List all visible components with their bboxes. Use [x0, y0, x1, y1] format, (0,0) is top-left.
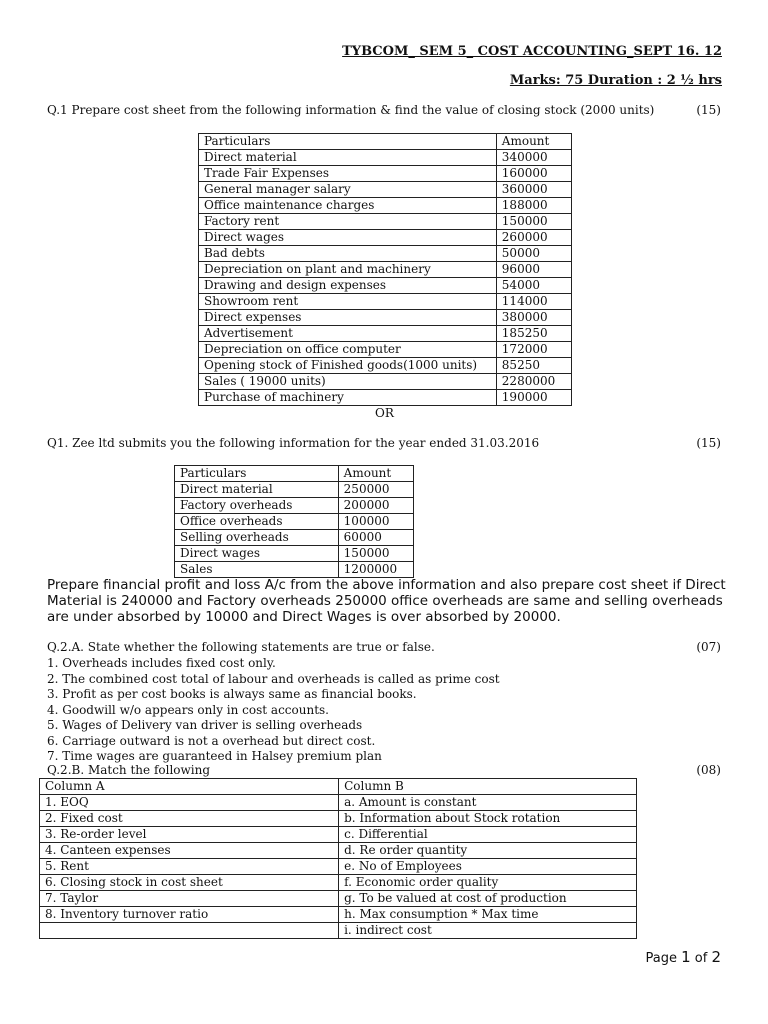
list-item: 2. The combined cost total of labour and overheads is called as prime cost [47, 671, 500, 686]
table-row [199, 246, 572, 262]
table-cell: 380000 [496, 310, 571, 326]
table-row [175, 530, 414, 546]
table-cell: 85250 [496, 358, 571, 374]
page-indicator [645, 948, 721, 966]
table-row [175, 546, 414, 562]
table-cell: 260000 [496, 230, 571, 246]
table-cell: i. indirect cost [339, 923, 637, 939]
table-cell: Particulars [175, 466, 339, 482]
table-row [40, 795, 637, 811]
list-item: 1. Overheads includes fixed cost only. [47, 656, 276, 670]
table-cell: 360000 [496, 182, 571, 198]
table-row [199, 358, 572, 374]
table-cell: Opening stock of Finished goods(1000 units) [199, 358, 497, 374]
table-cell: 6. Closing stock in cost sheet [40, 875, 339, 891]
table-row [199, 262, 572, 278]
list-item: 5. Wages of Delivery van driver is selling overheads [47, 718, 363, 732]
table-row [175, 514, 414, 530]
q1b-question: Q1. Zee ltd submits you the following information for the year ended 31.03.2016 [47, 436, 540, 450]
table-row [199, 310, 572, 326]
table-row [199, 198, 572, 214]
table-cell: Sales [175, 562, 339, 578]
table-cell: Direct wages [199, 230, 497, 246]
table-cell: Particulars [199, 134, 497, 150]
page-word: Page [645, 951, 677, 966]
table-cell: 54000 [496, 278, 571, 294]
table-row [175, 562, 414, 578]
table-cell: 1200000 [338, 562, 413, 578]
table-row [40, 843, 637, 859]
q1a-marks: (15) [696, 103, 721, 117]
list-item: 7. Time wages are guaranteed in Halsey premium plan [47, 749, 382, 763]
table-cell: 160000 [496, 166, 571, 182]
table-cell: Direct wages [175, 546, 339, 562]
table-row [40, 923, 637, 939]
table-cell: Direct expenses [199, 310, 497, 326]
table-row [199, 278, 572, 294]
table-cell: 150000 [496, 214, 571, 230]
table-cell: Depreciation on office computer [199, 342, 497, 358]
table-cell: 4. Canteen expenses [40, 843, 339, 859]
q2a-marks: (07) [696, 640, 721, 654]
table-header-row [40, 779, 637, 795]
table-cell: h. Max consumption * Max time [339, 907, 637, 923]
list-item: 4. Goodwill w/o appears only in cost accounts. [47, 702, 329, 717]
table-cell: 2. Fixed cost [40, 811, 339, 827]
q2a-statement-list [47, 656, 500, 765]
table-cell: Bad debts [199, 246, 497, 262]
table-row [199, 150, 572, 166]
table-cell: 8. Inventory turnover ratio [40, 907, 339, 923]
table-cell: Column A [40, 779, 339, 795]
table-cell: Direct material [175, 482, 339, 498]
table-cell: 172000 [496, 342, 571, 358]
table-cell: e. No of Employees [339, 859, 637, 875]
table-row [199, 342, 572, 358]
table-row [199, 294, 572, 310]
table-row [199, 374, 572, 390]
table-cell: Column B [339, 779, 637, 795]
table-cell: Showroom rent [199, 294, 497, 310]
table-cell: 200000 [338, 498, 413, 514]
table-cell: Depreciation on plant and machinery [199, 262, 497, 278]
table-cell: b. Information about Stock rotation [339, 811, 637, 827]
table-cell: 340000 [496, 150, 571, 166]
page-number: 1 [681, 948, 691, 966]
q2b-match-table [39, 778, 637, 939]
table-header-row [175, 466, 414, 482]
or-separator: OR [375, 406, 394, 420]
table-row [175, 498, 414, 514]
table-cell: 190000 [496, 390, 571, 406]
table-row [175, 482, 414, 498]
table-cell: a. Amount is constant [339, 795, 637, 811]
table-header-row [199, 134, 572, 150]
table-cell: 1. EOQ [40, 795, 339, 811]
table-row [40, 827, 637, 843]
table-cell: Sales ( 19000 units) [199, 374, 497, 390]
table-row [199, 230, 572, 246]
table-cell: 96000 [496, 262, 571, 278]
table-row [199, 214, 572, 230]
table-cell: d. Re order quantity [339, 843, 637, 859]
table-cell: g. To be valued at cost of production [339, 891, 637, 907]
table-cell: 3. Re-order level [40, 827, 339, 843]
table-row [40, 907, 637, 923]
q2b-marks: (08) [696, 763, 721, 777]
exam-title: TYBCOM_ SEM 5_ COST ACCOUNTING_SEPT 16. 12 [342, 44, 722, 59]
table-cell: 188000 [496, 198, 571, 214]
table-cell: 250000 [338, 482, 413, 498]
marks-duration: Marks: 75 Duration : 2 ½ hrs [509, 73, 722, 88]
table-row [40, 875, 637, 891]
table-cell: Office maintenance charges [199, 198, 497, 214]
table-cell: Drawing and design expenses [199, 278, 497, 294]
table-cell: 50000 [496, 246, 571, 262]
table-cell: Purchase of machinery [199, 390, 497, 406]
table-cell: Amount [496, 134, 571, 150]
table-cell: Selling overheads [175, 530, 339, 546]
table-cell: 150000 [338, 546, 413, 562]
table-cell [40, 923, 339, 939]
table-row [40, 891, 637, 907]
table-cell: 5. Rent [40, 859, 339, 875]
table-cell: General manager salary [199, 182, 497, 198]
table-cell: Trade Fair Expenses [199, 166, 497, 182]
q1a-question: Q.1 Prepare cost sheet from the following information & find the value of closing stock (2000 units) [47, 103, 655, 117]
table-cell: 185250 [496, 326, 571, 342]
list-item: 3. Profit as per cost books is always same as financial books. [47, 687, 417, 701]
table-row [199, 182, 572, 198]
table-row [199, 166, 572, 182]
table-row [40, 811, 637, 827]
table-cell: Advertisement [199, 326, 497, 342]
q1b-table [174, 465, 414, 578]
table-cell: 100000 [338, 514, 413, 530]
table-cell: c. Differential [339, 827, 637, 843]
table-row [40, 859, 637, 875]
table-cell: 2280000 [496, 374, 571, 390]
table-cell: Factory overheads [175, 498, 339, 514]
table-cell: 114000 [496, 294, 571, 310]
q1b-marks: (15) [696, 436, 721, 450]
q2a-question: Q.2.A. State whether the following statements are true or false. [47, 640, 435, 654]
table-cell: 7. Taylor [40, 891, 339, 907]
q1a-table [198, 133, 572, 406]
table-cell: f. Economic order quality [339, 875, 637, 891]
table-row [199, 326, 572, 342]
table-cell: Factory rent [199, 214, 497, 230]
table-row [199, 390, 572, 406]
table-cell: Office overheads [175, 514, 339, 530]
table-cell: Amount [338, 466, 413, 482]
table-cell: Direct material [199, 150, 497, 166]
page-total: 2 [711, 948, 721, 966]
q2b-question: Q.2.B. Match the following [47, 763, 211, 777]
q1b-instruction: Prepare financial profit and loss A/c from the above information and also prepare cost sheet if Direct Material is 240000 and Factory overheads 250000 office overheads are same and selling overheads are under absorbed by 10000 and Direct Wages is over absorbed by 20000. [47, 577, 726, 625]
table-cell: 60000 [338, 530, 413, 546]
list-item: 6. Carriage outward is not a overhead but direct cost. [47, 733, 376, 748]
of-word: of [694, 951, 708, 966]
